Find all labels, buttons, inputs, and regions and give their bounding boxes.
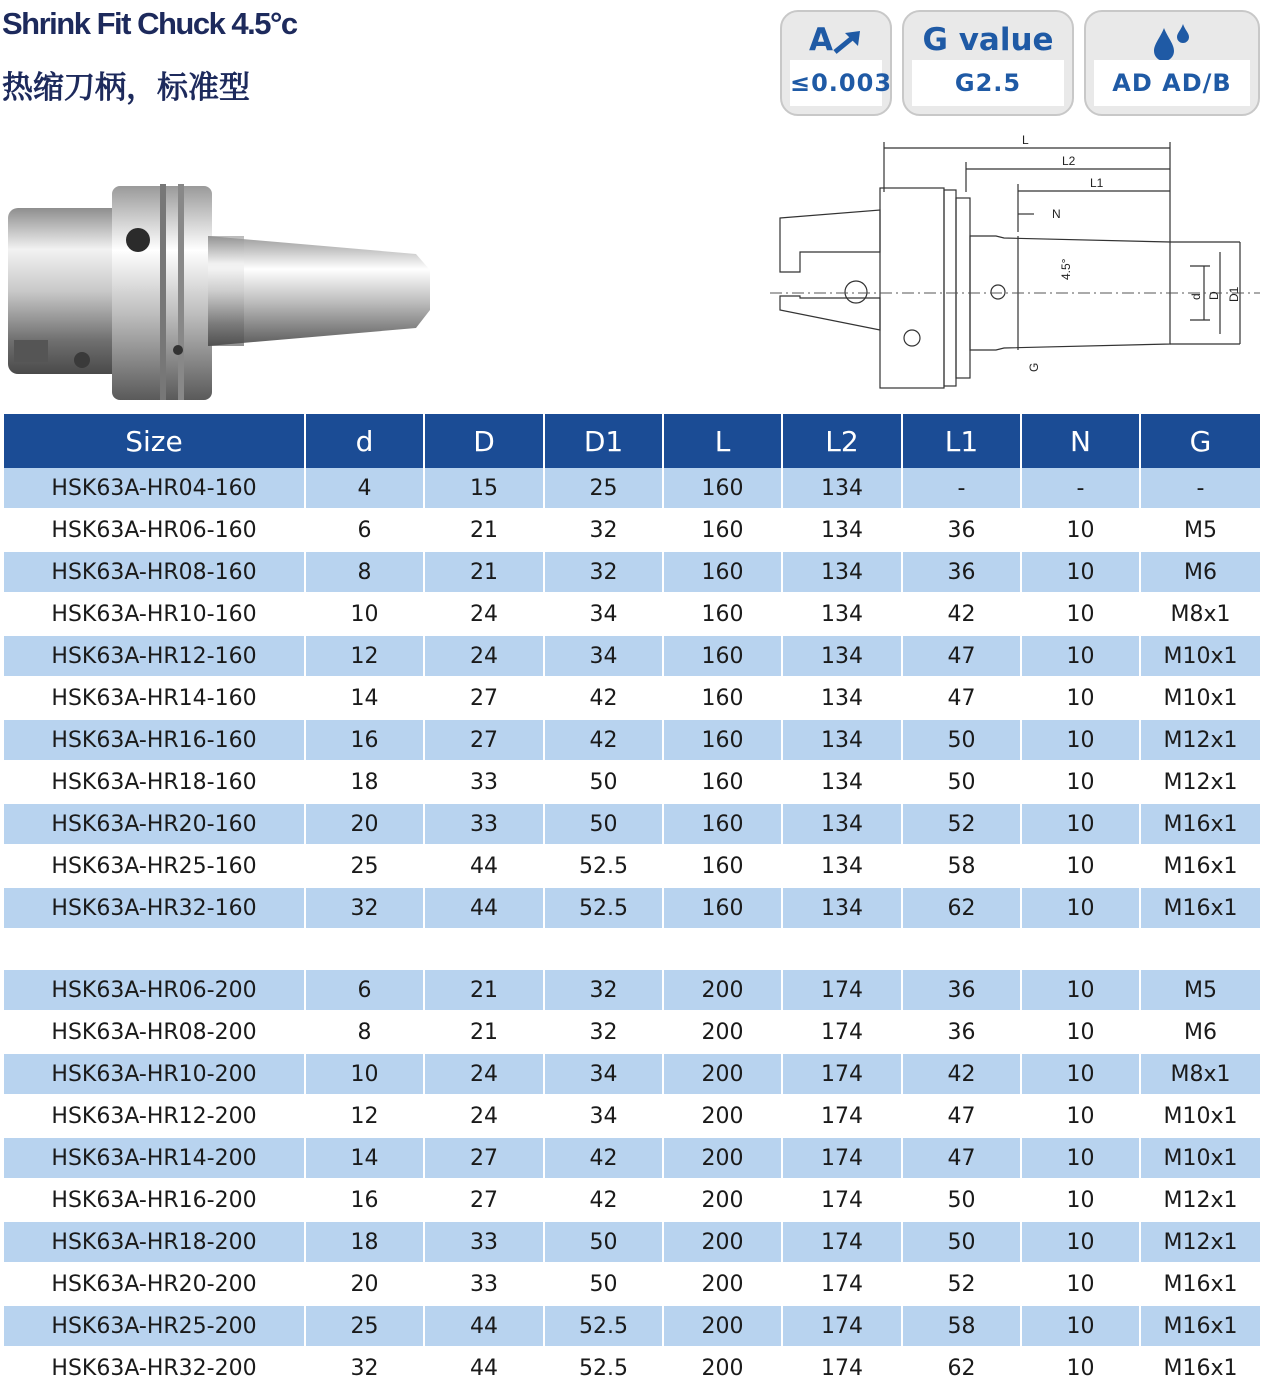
table-cell: 174 [782,1179,902,1221]
table-cell: 42 [902,593,1021,635]
table-cell: 174 [782,1263,902,1305]
table-cell: M12x1 [1140,1179,1260,1221]
table-cell: 200 [663,1305,782,1347]
table-row [4,1179,1260,1221]
table-cell: M10x1 [1140,635,1260,677]
table-cell: HSK63A-HR20-200 [4,1263,305,1305]
table-cell: HSK63A-HR16-200 [4,1179,305,1221]
table-cell: 47 [902,1137,1021,1179]
table-cell: 10 [1021,887,1140,929]
table-cell: M12x1 [1140,761,1260,803]
table-cell: M16x1 [1140,887,1260,929]
table-row [4,1305,1260,1347]
table-cell: HSK63A-HR25-160 [4,845,305,887]
table-cell: 32 [544,970,663,1011]
table-cell: 36 [902,509,1021,551]
table-cell: 8 [305,1011,424,1053]
page-title: Shrink Fit Chuck 4.5°c [2,6,297,41]
table-cell: 4 [305,468,424,509]
table-row [4,1137,1260,1179]
coolant-value: AD AD/B [1094,60,1250,106]
table-cell: M10x1 [1140,677,1260,719]
table-cell: M8x1 [1140,593,1260,635]
table-cell: M10x1 [1140,1137,1260,1179]
table-cell: HSK63A-HR25-200 [4,1305,305,1347]
table-cell: M5 [1140,509,1260,551]
table-row [4,1347,1260,1389]
table-cell: 10 [1021,509,1140,551]
col-header: L2 [782,414,902,468]
table-cell: 10 [1021,761,1140,803]
table-cell: 32 [544,509,663,551]
table-row [4,1011,1260,1053]
table-cell: 52 [902,1263,1021,1305]
table-cell: HSK63A-HR20-160 [4,803,305,845]
table-row [4,970,1260,1011]
table-group-spacer [4,929,1260,970]
table-cell: 50 [902,1179,1021,1221]
table-cell: - [1021,468,1140,509]
table-cell: 50 [544,1263,663,1305]
table-cell: 27 [424,719,544,761]
table-cell: 134 [782,677,902,719]
table-cell: 20 [305,1263,424,1305]
table-cell: 42 [544,719,663,761]
table-cell: 36 [902,1011,1021,1053]
table-cell: 47 [902,635,1021,677]
coolant-drops-icon [1152,22,1192,62]
table-cell: 160 [663,468,782,509]
table-cell: 134 [782,468,902,509]
table-cell: 160 [663,803,782,845]
table-cell: 200 [663,1095,782,1137]
table-cell: 174 [782,1221,902,1263]
table-cell: M16x1 [1140,1347,1260,1389]
table-cell: 10 [1021,1137,1140,1179]
table-cell: 33 [424,761,544,803]
table-cell: 44 [424,845,544,887]
table-cell: 174 [782,1053,902,1095]
table-row [4,551,1260,593]
runout-badge [780,10,892,116]
table-cell: HSK63A-HR18-200 [4,1221,305,1263]
table-cell: 25 [305,1305,424,1347]
table-cell: 174 [782,1011,902,1053]
table-cell: 160 [663,719,782,761]
table-cell: 174 [782,1305,902,1347]
table-cell: 160 [663,635,782,677]
table-cell: HSK63A-HR32-160 [4,887,305,929]
table-cell: 134 [782,635,902,677]
table-row [4,761,1260,803]
table-cell: HSK63A-HR12-160 [4,635,305,677]
table-cell: 10 [1021,1095,1140,1137]
table-cell: 200 [663,1347,782,1389]
table-cell: 62 [902,1347,1021,1389]
table-cell: 6 [305,509,424,551]
table-cell: 25 [544,468,663,509]
table-cell: 6 [305,970,424,1011]
table-cell: 50 [902,1221,1021,1263]
table-cell: 44 [424,1305,544,1347]
table-cell: 33 [424,803,544,845]
table-cell: M6 [1140,1011,1260,1053]
table-cell: 10 [1021,1221,1140,1263]
col-header: D [424,414,544,468]
table-row [4,887,1260,929]
table-cell: M16x1 [1140,803,1260,845]
table-cell: 10 [1021,1263,1140,1305]
table-cell: 10 [1021,551,1140,593]
runout-value: ≤0.003 [790,60,882,106]
col-header: L1 [902,414,1021,468]
dim-L2: L2 [1062,154,1076,168]
table-cell: 24 [424,1053,544,1095]
chuck-photo [0,180,440,402]
table-row [4,845,1260,887]
table-cell: HSK63A-HR08-200 [4,1011,305,1053]
table-cell: 174 [782,1137,902,1179]
table-cell: HSK63A-HR04-160 [4,468,305,509]
table-cell: 44 [424,1347,544,1389]
table-cell: 16 [305,719,424,761]
table-cell: 134 [782,509,902,551]
table-cell: 134 [782,593,902,635]
table-cell: 44 [424,887,544,929]
dim-L1: L1 [1090,176,1104,190]
table-cell: 174 [782,970,902,1011]
table-cell: 24 [424,593,544,635]
table-cell: 134 [782,719,902,761]
table-cell: M10x1 [1140,1095,1260,1137]
table-cell: 36 [902,551,1021,593]
table-cell: 10 [1021,970,1140,1011]
g-value-label: G value [922,22,1054,58]
table-row [4,719,1260,761]
table-cell: 27 [424,1137,544,1179]
table-cell: 134 [782,803,902,845]
table-cell: 134 [782,761,902,803]
technical-drawing [770,132,1260,402]
g-value-badge [902,10,1074,116]
table-cell: 58 [902,1305,1021,1347]
spec-table [4,414,1260,1390]
table-cell: 10 [1021,593,1140,635]
table-row [4,1263,1260,1305]
table-cell: HSK63A-HR32-200 [4,1347,305,1389]
table-cell: 10 [1021,1347,1140,1389]
table-cell: 8 [305,551,424,593]
table-cell: 36 [902,970,1021,1011]
table-cell: 12 [305,635,424,677]
table-row [4,1053,1260,1095]
table-cell: 42 [544,1179,663,1221]
table-cell: 160 [663,845,782,887]
table-cell: 160 [663,551,782,593]
table-cell: 18 [305,761,424,803]
table-row [4,635,1260,677]
table-cell: 160 [663,677,782,719]
table-cell: 42 [902,1053,1021,1095]
table-cell: 50 [544,761,663,803]
table-cell: 134 [782,551,902,593]
table-cell: 10 [1021,1011,1140,1053]
table-cell: 14 [305,677,424,719]
table-cell: 20 [305,803,424,845]
dim-D1: D1 [1227,286,1241,302]
table-cell: M12x1 [1140,719,1260,761]
table-row [4,1221,1260,1263]
col-header: N [1021,414,1140,468]
dim-G: G [1027,362,1041,372]
table-cell: 10 [305,1053,424,1095]
table-cell: 33 [424,1221,544,1263]
table-cell: 200 [663,1137,782,1179]
table-cell: 34 [544,593,663,635]
table-cell: 58 [902,845,1021,887]
table-cell: 52.5 [544,887,663,929]
table-cell: 21 [424,509,544,551]
table-cell: M12x1 [1140,1221,1260,1263]
table-cell: 14 [305,1137,424,1179]
table-cell: 21 [424,1011,544,1053]
table-row [4,468,1260,509]
table-cell: 200 [663,1053,782,1095]
col-header: G [1140,414,1260,468]
table-cell: 62 [902,887,1021,929]
table-cell: 160 [663,509,782,551]
col-header: Size [4,414,305,468]
table-cell: 50 [544,803,663,845]
table-row [4,1095,1260,1137]
table-cell: 10 [1021,1179,1140,1221]
table-cell: 34 [544,1053,663,1095]
table-cell: 16 [305,1179,424,1221]
table-cell: M8x1 [1140,1053,1260,1095]
table-row [4,677,1260,719]
table-cell: 32 [544,1011,663,1053]
table-cell: 160 [663,761,782,803]
table-cell: M16x1 [1140,1263,1260,1305]
g-value-value: G2.5 [912,60,1064,106]
table-cell: 24 [424,1095,544,1137]
table-cell: 134 [782,887,902,929]
table-cell: 200 [663,1263,782,1305]
table-cell: HSK63A-HR08-160 [4,551,305,593]
table-cell: 10 [1021,845,1140,887]
table-cell: M5 [1140,970,1260,1011]
table-cell: 200 [663,1221,782,1263]
table-cell: 32 [305,887,424,929]
table-cell: - [902,468,1021,509]
runout-arrow-icon [833,30,863,54]
dim-angle: 4.5° [1059,258,1073,280]
table-cell: 42 [544,677,663,719]
table-row [4,509,1260,551]
table-cell: 174 [782,1095,902,1137]
table-cell: 200 [663,970,782,1011]
runout-label: A [809,22,833,58]
table-cell: 52 [902,803,1021,845]
table-cell: 25 [305,845,424,887]
table-cell: HSK63A-HR18-160 [4,761,305,803]
table-cell: 27 [424,677,544,719]
table-cell: 52.5 [544,845,663,887]
table-cell: 15 [424,468,544,509]
table-header-row [4,414,1260,468]
table-cell: 18 [305,1221,424,1263]
table-cell: M6 [1140,551,1260,593]
table-cell: 50 [902,761,1021,803]
table-cell: 10 [1021,635,1140,677]
col-header: D1 [544,414,663,468]
table-cell: 34 [544,635,663,677]
table-cell: HSK63A-HR14-200 [4,1137,305,1179]
table-cell: HSK63A-HR06-160 [4,509,305,551]
table-cell: 24 [424,635,544,677]
table-cell: HSK63A-HR16-160 [4,719,305,761]
page-subtitle: 热缩刀柄，标准型 [2,70,250,106]
table-cell: 10 [1021,1053,1140,1095]
table-cell: 47 [902,1095,1021,1137]
table-cell: 33 [424,1263,544,1305]
table-cell: 10 [1021,1305,1140,1347]
col-header: d [305,414,424,468]
table-cell: M16x1 [1140,845,1260,887]
table-cell: HSK63A-HR10-200 [4,1053,305,1095]
table-row [4,803,1260,845]
dim-N: N [1052,207,1061,221]
table-cell: 200 [663,1179,782,1221]
dim-d: d [1189,293,1203,300]
table-cell: 160 [663,593,782,635]
table-cell: HSK63A-HR06-200 [4,970,305,1011]
table-cell: 10 [1021,677,1140,719]
table-cell: 50 [902,719,1021,761]
table-cell: M16x1 [1140,1305,1260,1347]
table-cell: 21 [424,551,544,593]
table-cell: 34 [544,1095,663,1137]
dim-L: L [1022,133,1029,147]
table-cell: HSK63A-HR14-160 [4,677,305,719]
table-cell: HSK63A-HR10-160 [4,593,305,635]
table-cell: 32 [305,1347,424,1389]
table-cell: 12 [305,1095,424,1137]
table-cell: 10 [305,593,424,635]
table-cell: HSK63A-HR12-200 [4,1095,305,1137]
col-header: L [663,414,782,468]
table-cell: 10 [1021,719,1140,761]
table-cell: 42 [544,1137,663,1179]
table-row [4,593,1260,635]
table-cell: 21 [424,970,544,1011]
table-cell: 134 [782,845,902,887]
table-cell: 27 [424,1179,544,1221]
table-cell: 10 [1021,803,1140,845]
table-cell: 200 [663,1011,782,1053]
dim-D: D [1207,291,1221,300]
table-cell: 160 [663,887,782,929]
coolant-badge [1084,10,1260,116]
table-cell: 52.5 [544,1305,663,1347]
table-cell: 32 [544,551,663,593]
table-cell: 52.5 [544,1347,663,1389]
table-cell: 47 [902,677,1021,719]
table-cell: - [1140,468,1260,509]
table-cell: 174 [782,1347,902,1389]
table-cell: 50 [544,1221,663,1263]
